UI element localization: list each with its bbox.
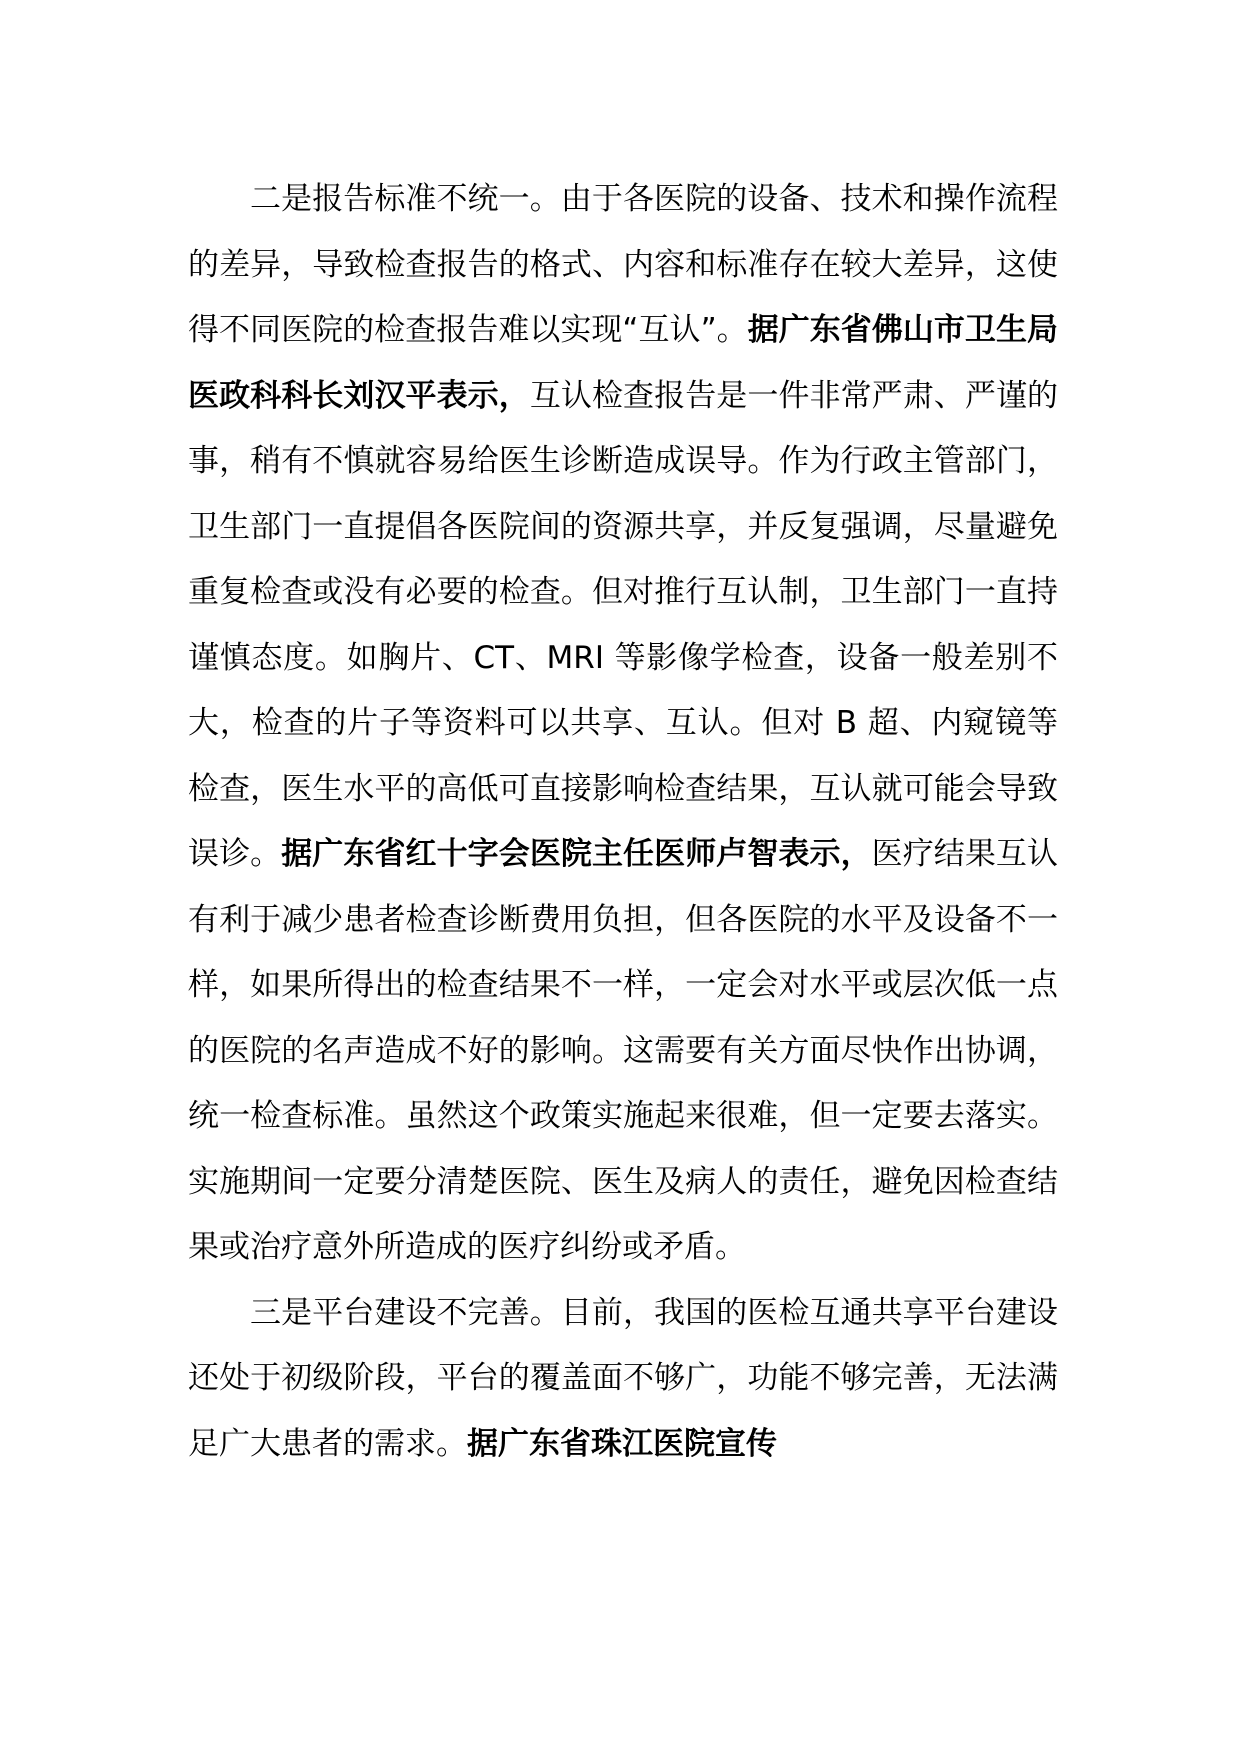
- paragraph-platform-construction: [188, 1281, 1058, 1478]
- document-body: [188, 167, 1058, 1477]
- paragraph-text: 二是报告标准不统一。由于各医院的设备、技术和操作流程的差异，导致检查报告的格式、内容和标准存在较大差异，这使得不同医院的检查报告难以实现“互认”。: [188, 181, 1058, 348]
- paragraph-report-standards: [188, 167, 1058, 1281]
- paragraph-text: 三是平台建设不完善。目前，我国的医检互通共享平台建设还处于初级阶段，平台的覆盖面不够广，功能不够完善，无法满足广大患者的需求。: [188, 1294, 1058, 1462]
- bold-quote-source: 据广东省红十字会医院主任医师卢智表示，: [281, 836, 872, 872]
- paragraph-text: 医疗结果互认有利于减少患者检查诊断费用负担，但各医院的水平及设备不一样，如果所得出的检查结果不一样，一定会对水平或层次低一点的医院的名声造成不好的影响。这需要有关方面尽快作出协调，统一检查标准。虽然这个政策实施起来很难，但一定要去落实。实施期间一定要分清楚医院、医生及病人的责任，避免因检查结果或治疗意外所造成的医疗纠纷或矛盾。: [188, 836, 1059, 1265]
- bold-quote-source: 据广东省珠江医院宣传: [467, 1425, 777, 1462]
- paragraph-text: 互认检查报告是一件非常严肃、严谨的事，稍有不慎就容易给医生诊断造成误导。作为行政主管部门，卫生部门一直提倡各医院间的资源共享，并反复强调，尽量避免重复检查或没有必要的检查。但对推行互认制，卫生部门一直持谨慎态度。如胸片、CT、MRI 等影像学检查，设备一般差别不大，检查的片子等资料可以共享、互认。但对 B 超、内窥镜等检查，医生水平的高低可直接影响检查结果，互认就可能会导致误诊。: [188, 377, 1059, 872]
- bold-quote-source: 据广东省佛山市卫生局医政科科长刘汉平表示，: [188, 312, 1058, 414]
